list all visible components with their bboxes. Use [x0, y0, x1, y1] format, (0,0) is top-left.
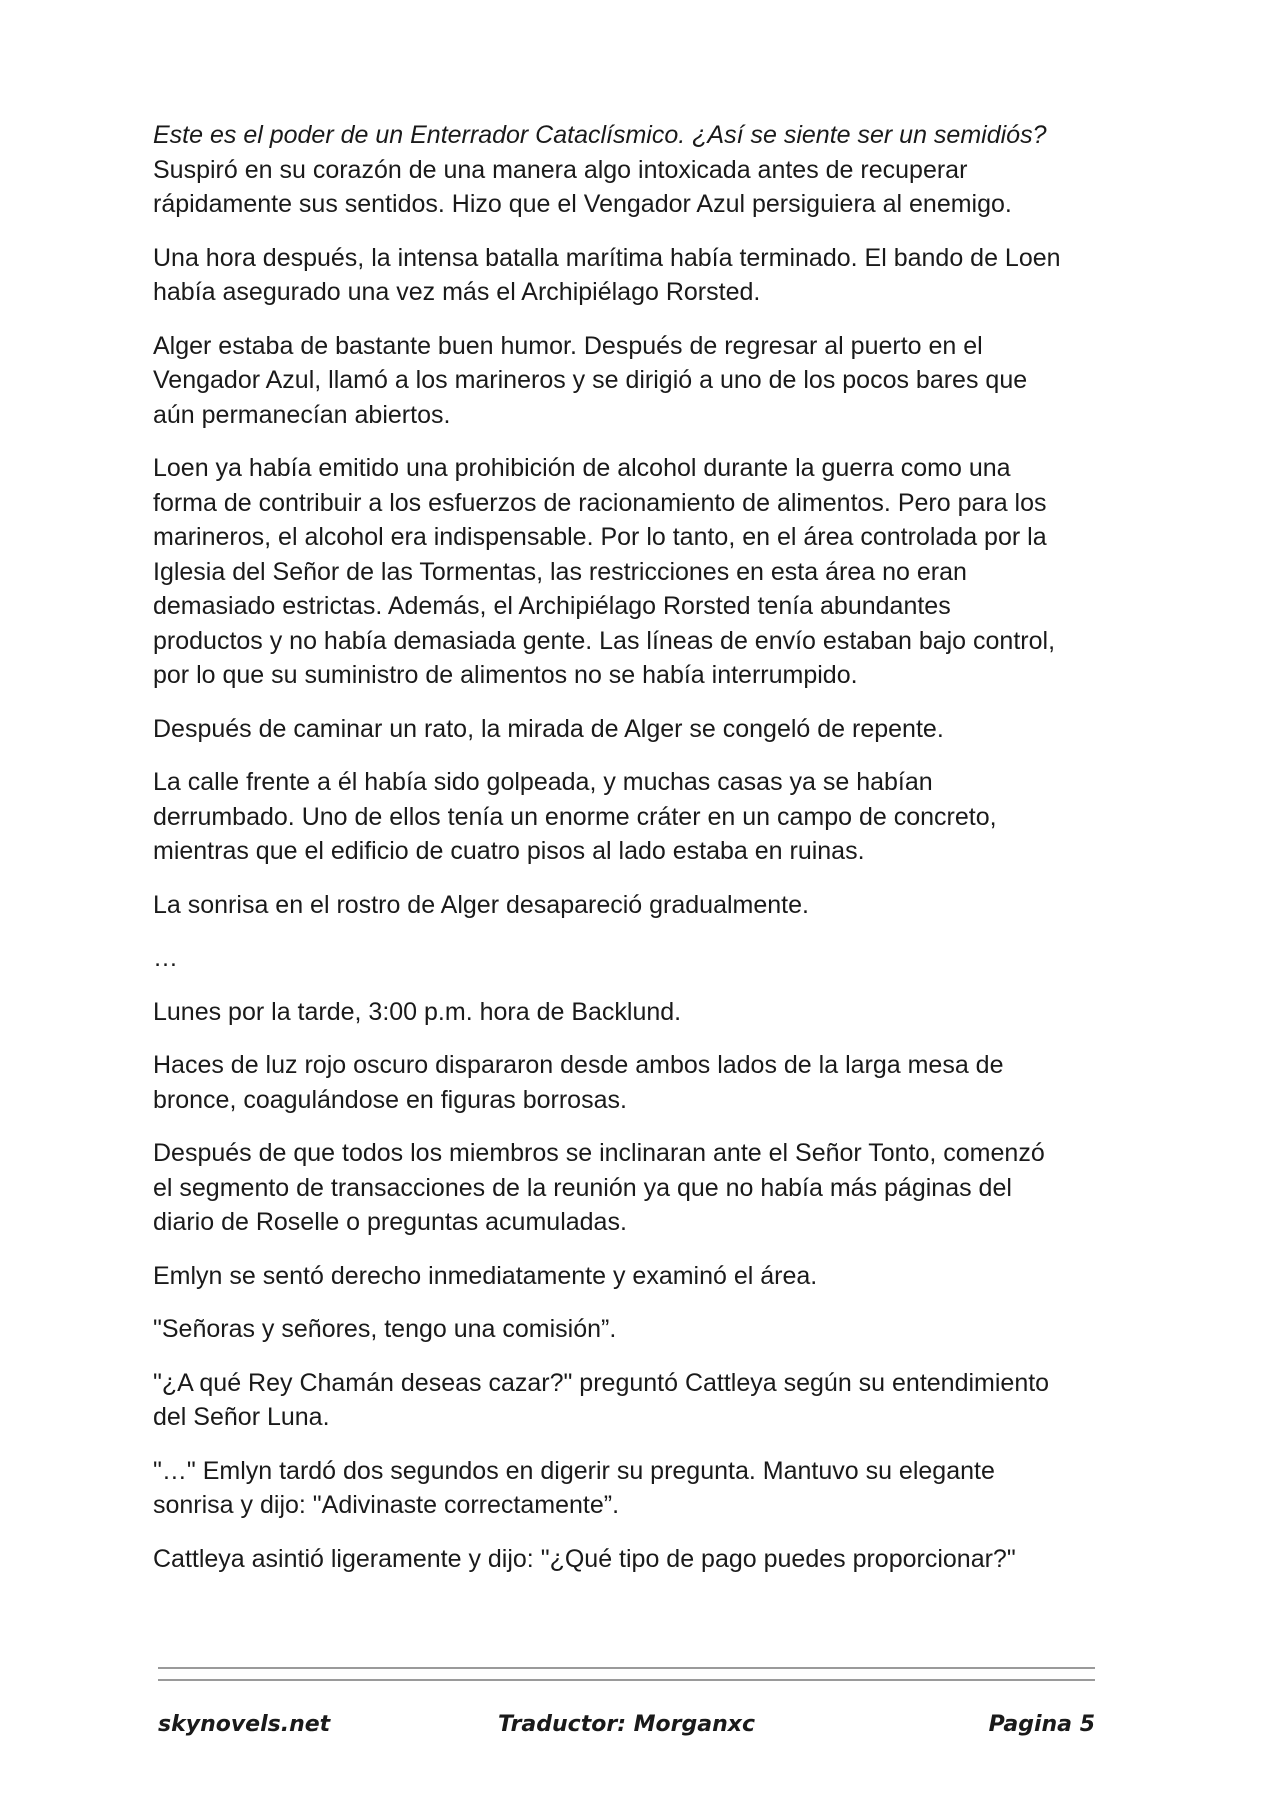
- text-line: La sonrisa en el rostro de Alger desapareció gradualmente.: [153, 890, 809, 919]
- text-line: Suspiró en su corazón de una manera algo intoxicada antes de recuperar: [153, 155, 968, 184]
- paragraph: [153, 451, 1123, 693]
- text-line: del Señor Luna.: [153, 1403, 330, 1431]
- paragraph: [153, 1454, 1123, 1523]
- text-line: Una hora después, la intensa batalla marítima había terminado. El bando de Loen: [153, 243, 1061, 272]
- footer-page-number: Pagina 5: [988, 1712, 1095, 1737]
- text-line: productos y no había demasiada gente. Las líneas de envío estaban bajo control,: [153, 626, 1056, 655]
- footer-divider-bottom: [158, 1679, 1095, 1681]
- text-line: Cattleya asintió ligeramente y dijo: "¿Qué tipo de pago puedes proporcionar?": [153, 1544, 1016, 1573]
- text-line: derrumbado. Uno de ellos tenía un enorme cráter en un campo de concreto,: [153, 802, 997, 831]
- text-line: "Señoras y señores, tengo una comisión”.: [153, 1315, 617, 1343]
- paragraph: [153, 118, 1123, 222]
- text-line: aún permanecían abiertos.: [153, 400, 451, 429]
- text-line: había asegurado una vez más el Archipiélago Rorsted.: [153, 278, 761, 306]
- footer-translator: Traductor: Morganxc: [497, 1712, 756, 1737]
- text-line: Iglesia del Señor de las Tormentas, las restricciones en esta área no eran: [153, 557, 967, 586]
- text-line: Después de que todos los miembros se inclinaran ante el Señor Tonto, comenzó: [153, 1139, 1045, 1167]
- text-line: forma de contribuir a los esfuerzos de racionamiento de alimentos. Pero para los: [153, 488, 1047, 517]
- paragraph: [153, 1259, 1123, 1294]
- text-line: demasiado estrictas. Además, el Archipiélago Rorsted tenía abundantes: [153, 592, 951, 620]
- text-line: sonrisa y dijo: "Adivinaste correctamente”.: [153, 1491, 620, 1519]
- italic-line: Este es el poder de un Enterrador Cataclísmico. ¿Así se siente ser un semidiós?: [153, 121, 1047, 149]
- text-line: diario de Roselle o preguntas acumuladas.: [153, 1208, 627, 1236]
- paragraph: [153, 765, 1123, 869]
- text-line: Vengador Azul, llamó a los marineros y se dirigió a uno de los pocos bares que: [153, 366, 1028, 394]
- text-line: Loen ya había emitido una prohibición de alcohol durante la guerra como una: [153, 454, 1011, 482]
- paragraph: [153, 1048, 1123, 1117]
- text-line: rápidamente sus sentidos. Hizo que el Vengador Azul persiguiera al enemigo.: [153, 190, 1012, 218]
- text-line: Lunes por la tarde, 3:00 p.m. hora de Backlund.: [153, 997, 682, 1026]
- text-line: La calle frente a él había sido golpeada, y muchas casas ya se habían: [153, 768, 933, 796]
- paragraph: [153, 941, 1123, 976]
- paragraph: [153, 1542, 1123, 1577]
- body-text: [153, 118, 1123, 1595]
- text-line: mientras que el edificio de cuatro pisos al lado estaba en ruinas.: [153, 837, 865, 865]
- paragraph: [153, 995, 1123, 1030]
- paragraph: [153, 241, 1123, 310]
- text-line: Emlyn se sentó derecho inmediatamente y examinó el área.: [153, 1261, 818, 1290]
- paragraph: [153, 888, 1123, 923]
- paragraph: [153, 1312, 1123, 1347]
- paragraph: [153, 1366, 1123, 1435]
- text-line: "…" Emlyn tardó dos segundos en digerir su pregunta. Mantuvo su elegante: [153, 1456, 995, 1485]
- text-line: Después de caminar un rato, la mirada de Alger se congeló de repente.: [153, 714, 944, 743]
- footer-divider-top: [158, 1667, 1095, 1669]
- text-line: el segmento de transacciones de la reunión ya que no había más páginas del: [153, 1173, 1012, 1202]
- footer-site[interactable]: skynovels.net: [158, 1712, 331, 1737]
- text-line: Alger estaba de bastante buen humor. Después de regresar al puerto en el: [153, 331, 983, 360]
- text-line: marineros, el alcohol era indispensable. Por lo tanto, en el área controlada por la: [153, 523, 1047, 551]
- text-line: bronce, coagulándose en figuras borrosas.: [153, 1085, 627, 1114]
- text-line: …: [153, 944, 178, 972]
- text-line: Haces de luz rojo oscuro dispararon desde ambos lados de la larga mesa de: [153, 1051, 1004, 1079]
- paragraph: [153, 329, 1123, 433]
- page-footer: [158, 1712, 1095, 1746]
- paragraph: [153, 1136, 1123, 1240]
- paragraph: [153, 712, 1123, 747]
- text-line: "¿A qué Rey Chamán deseas cazar?" preguntó Cattleya según su entendimiento: [153, 1368, 1050, 1397]
- text-line: por lo que su suministro de alimentos no se había interrumpido.: [153, 661, 858, 689]
